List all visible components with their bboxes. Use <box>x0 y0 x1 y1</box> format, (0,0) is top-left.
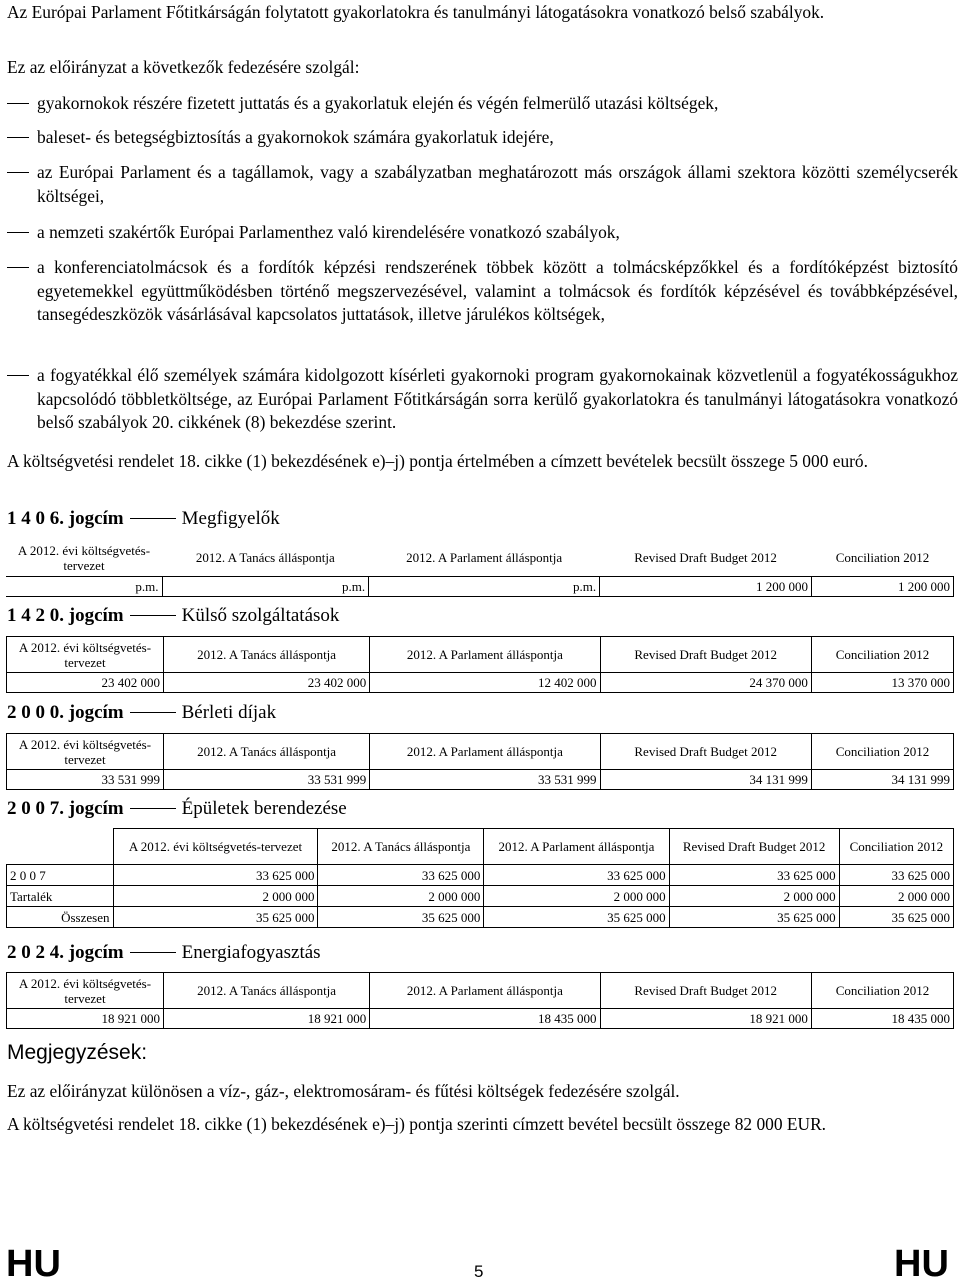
bullet-item: a fogyatékkal élő személyek számára kidolgozott kísérleti gyakornoki program gyakornokainak közvetlenül a fogyatékosságukhoz kapcsolódó többletköltsége, az Európai Parlament Főtitkárságán sorra kerülő gyakorlatokra és tanulmányi látogatásokra vonatkozó belső szabályok 20. cikkének (8) bekezdése szerint. <box>7 364 958 435</box>
revenue-note: A költségvetési rendelet 18. cikke (1) bekezdésének e)–j) pontja értelmében a címzett bevételek becsült összege 5 000 euró. <box>7 451 868 471</box>
budget-table-2000: A 2012. évi költségvetés-tervezet 2012. A Tanács álláspontja 2012. A Parlament álláspontja Revised Draft Budget 2012 Conciliation 2012 33 531 999 33 531 999 33 531 999 34 131 999 34 131 999 <box>6 733 954 790</box>
notes-paragraph: Ez az előirányzat különösen a víz-, gáz-, elektromosáram- és fűtési költségek fedezésére szolgál. <box>7 1081 680 1101</box>
notes-paragraph: A költségvetési rendelet 18. cikke (1) bekezdésének e)–j) pontja szerinti címzett bevétel becsült összege 82 000 EUR. <box>7 1114 827 1134</box>
heading-1406: 1 4 0 6. jogcím Megfigyelők <box>7 508 280 529</box>
dash-icon <box>7 267 29 268</box>
dash-icon <box>130 518 176 519</box>
table-row: Tartalék 2 000 000 2 000 000 2 000 000 2 000 000 2 000 000 <box>7 886 954 907</box>
bullet-item: a nemzeti szakértők Európai Parlamenthez való kirendelésére vonatkozó szabályok, <box>7 221 958 245</box>
table-row: Összesen 35 625 000 35 625 000 35 625 000 35 625 000 35 625 000 <box>7 907 954 928</box>
dash-icon <box>130 808 176 809</box>
dash-icon <box>7 172 29 173</box>
dash-icon <box>7 232 29 233</box>
dash-icon <box>7 137 29 138</box>
dash-icon <box>130 615 176 616</box>
dash-icon <box>130 712 176 713</box>
dash-icon <box>7 375 29 376</box>
footer-language-left: HU <box>6 1243 61 1285</box>
bullet-item: az Európai Parlament és a tagállamok, vagy a szabályzatban meghatározott más országok állami szektora közötti személycserék költségei, <box>7 161 958 208</box>
budget-table-2007: A 2012. évi költségvetés-tervezet 2012. A Tanács álláspontja 2012. A Parlament álláspontja Revised Draft Budget 2012 Conciliation 2012 2 0 0 7 33 625 000 33 625 000 33 625 000 33 625 000 33 625 000 Tartalék 2 000 000 2 000 000 2 000 000 2 000 000 2 000 000 Összesen 35 625 000 35 625 000 35 625 000 35 625 000 35 625 000 <box>6 828 954 928</box>
intro-purpose: Ez az előirányzat a következők fedezésére szolgál: <box>7 57 360 77</box>
notes-title: Megjegyzések: <box>7 1041 148 1064</box>
heading-2007: 2 0 0 7. jogcím Épületek berendezése <box>7 798 347 819</box>
budget-table-2024: A 2012. évi költségvetés-tervezet 2012. A Tanács álláspontja 2012. A Parlament álláspontja Revised Draft Budget 2012 Conciliation 2012 18 921 000 18 921 000 18 435 000 18 921 000 18 435 000 <box>6 972 954 1029</box>
page-number: 5 <box>474 1262 484 1281</box>
bullet-item: a konferenciatolmácsok és a fordítók képzési rendszerének többek között a tolmácsképzőkkel és a fordítóképzést biztosító egyetemekkel együttműködésben történő megszervezésével, valamint a tolmácsok és fordítók képzésével és továbbképzésével, tansegédeszközök vásárlásával kapcsolatos juttatások, illetve járulékos költségek, <box>7 256 958 327</box>
intro-paragraph: Az Európai Parlament Főtitkárságán folytatott gyakorlatokra és tanulmányi látogatásokra vonatkozó belső szabályok. <box>7 2 825 22</box>
footer-language-right: HU <box>894 1243 949 1285</box>
budget-table-1406: A 2012. évi költségvetés-tervezet 2012. A Tanács álláspontja 2012. A Parlament álláspontja Revised Draft Budget 2012 Conciliation 2012 p.m. p.m. p.m. 1 200 000 1 200 000 <box>6 540 954 597</box>
bullet-item: baleset- és betegségbiztosítás a gyakornokok számára gyakorlatuk idejére, <box>7 126 958 150</box>
heading-2000: 2 0 0 0. jogcím Bérleti díjak <box>7 702 277 723</box>
table-row: 2 0 0 7 33 625 000 33 625 000 33 625 000 33 625 000 33 625 000 <box>7 865 954 886</box>
bullet-item: gyakornokok részére fizetett juttatás és a gyakorlatuk elején és végén felmerülő utazási költségek, <box>7 92 958 116</box>
dash-icon <box>7 103 29 104</box>
dash-icon <box>130 952 176 953</box>
budget-table-1420: A 2012. évi költségvetés-tervezet 2012. A Tanács álláspontja 2012. A Parlament álláspontja Revised Draft Budget 2012 Conciliation 2012 23 402 000 23 402 000 12 402 000 24 370 000 13 370 000 <box>6 636 954 693</box>
heading-2024: 2 0 2 4. jogcím Energiafogyasztás <box>7 942 321 963</box>
heading-1420: 1 4 2 0. jogcím Külső szolgáltatások <box>7 605 340 626</box>
